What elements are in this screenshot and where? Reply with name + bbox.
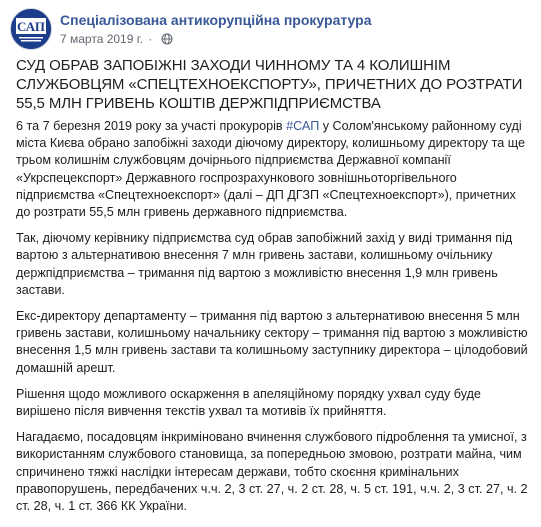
paragraph-3: Екс-директору департаменту – тримання під вартою з альтернативою внесення 5 млн гривень застави, колишньому начальнику сектору – тримання під вартою з можливістю внесення 1,5 млн гривень застави та колишньому заступнику директора – цілодобовий домашній арешт.: [16, 309, 528, 375]
post-header: [10, 8, 530, 52]
globe-icon: [161, 33, 173, 45]
page-name-link[interactable]: Спеціалізована антикорупційна прокуратура: [60, 12, 372, 28]
post-body: [16, 118, 532, 524]
page-avatar[interactable]: [10, 8, 52, 50]
paragraph-2: Так, діючому керівнику підприємства суд обрав запобіжний захід у виді тримання під вартою з альтернативою внесення 7 млн гривень застави, колишньому очільнику держпідприємства – тримання під вартою з можливістю внесення 1,9 млн гривень застави.: [16, 231, 513, 297]
post-title: СУД ОБРАВ ЗАПОБІЖНІ ЗАХОДИ ЧИННОМУ ТА 4 КОЛИШНІМ СЛУЖБОВЦЯМ «СПЕЦТЕХНОЕКСПОРТУ», ПРИЧЕТНИХ ДО РОЗТРАТИ 55,5 МЛН ГРИВЕНЬ КОШТІВ ДЕРЖПІДПРИЄМСТВА: [16, 57, 523, 112]
meta-separator: ·: [148, 32, 153, 46]
paragraph-1: [16, 118, 532, 221]
paragraph-1-start: 6 та 7 березня 2019 року за участі прокурорів: [16, 119, 287, 133]
post-meta: [60, 32, 173, 46]
post-date-link[interactable]: 7 марта 2019 г.: [60, 32, 143, 46]
paragraph-4: Рішення щодо можливого оскарження в апеляційному порядку ухвал суду буде вирішено після вивчення текстів ухвал та мотивів їх прийняття.: [16, 386, 481, 419]
sap-logo-icon: [11, 9, 51, 49]
logo-text: САП: [17, 19, 45, 34]
paragraph-1-end: у Солом'янському районному суді міста Києва обрано запобіжні заходи діючому директору, колишньому директору та ще трьом колишнім службовцям дочірнього підприємства Державної компанії «Укрспецекспорт» Державного госпрозрахункового зовнішньоторгівельного підприємства «Спецтехноекспорт» (далі – ДП ДГЗП «Спецтехноекспорт»), причетних до розтрати 55,5 млн гривень державного підприємства.: [16, 119, 525, 220]
paragraph-5: Нагадаємо, посадовцям інкриміновано вчинення службового підроблення та умисної, з використанням службового становища, за попередньою змовою, розтрати майна, чим спричинено тяжкі наслідки інтересам держави, тобто скоєння кримінальних правопорушень, передбачених ч.ч. 2, 3 ст. 27, ч. 2 ст. 28, ч. 5 ст. 191, ч.ч. 2, 3 ст. 27, ч. 2 ст. 28, ч. 1 ст. 366 КК України.: [16, 430, 528, 514]
hashtag-link[interactable]: #САП: [286, 119, 320, 133]
